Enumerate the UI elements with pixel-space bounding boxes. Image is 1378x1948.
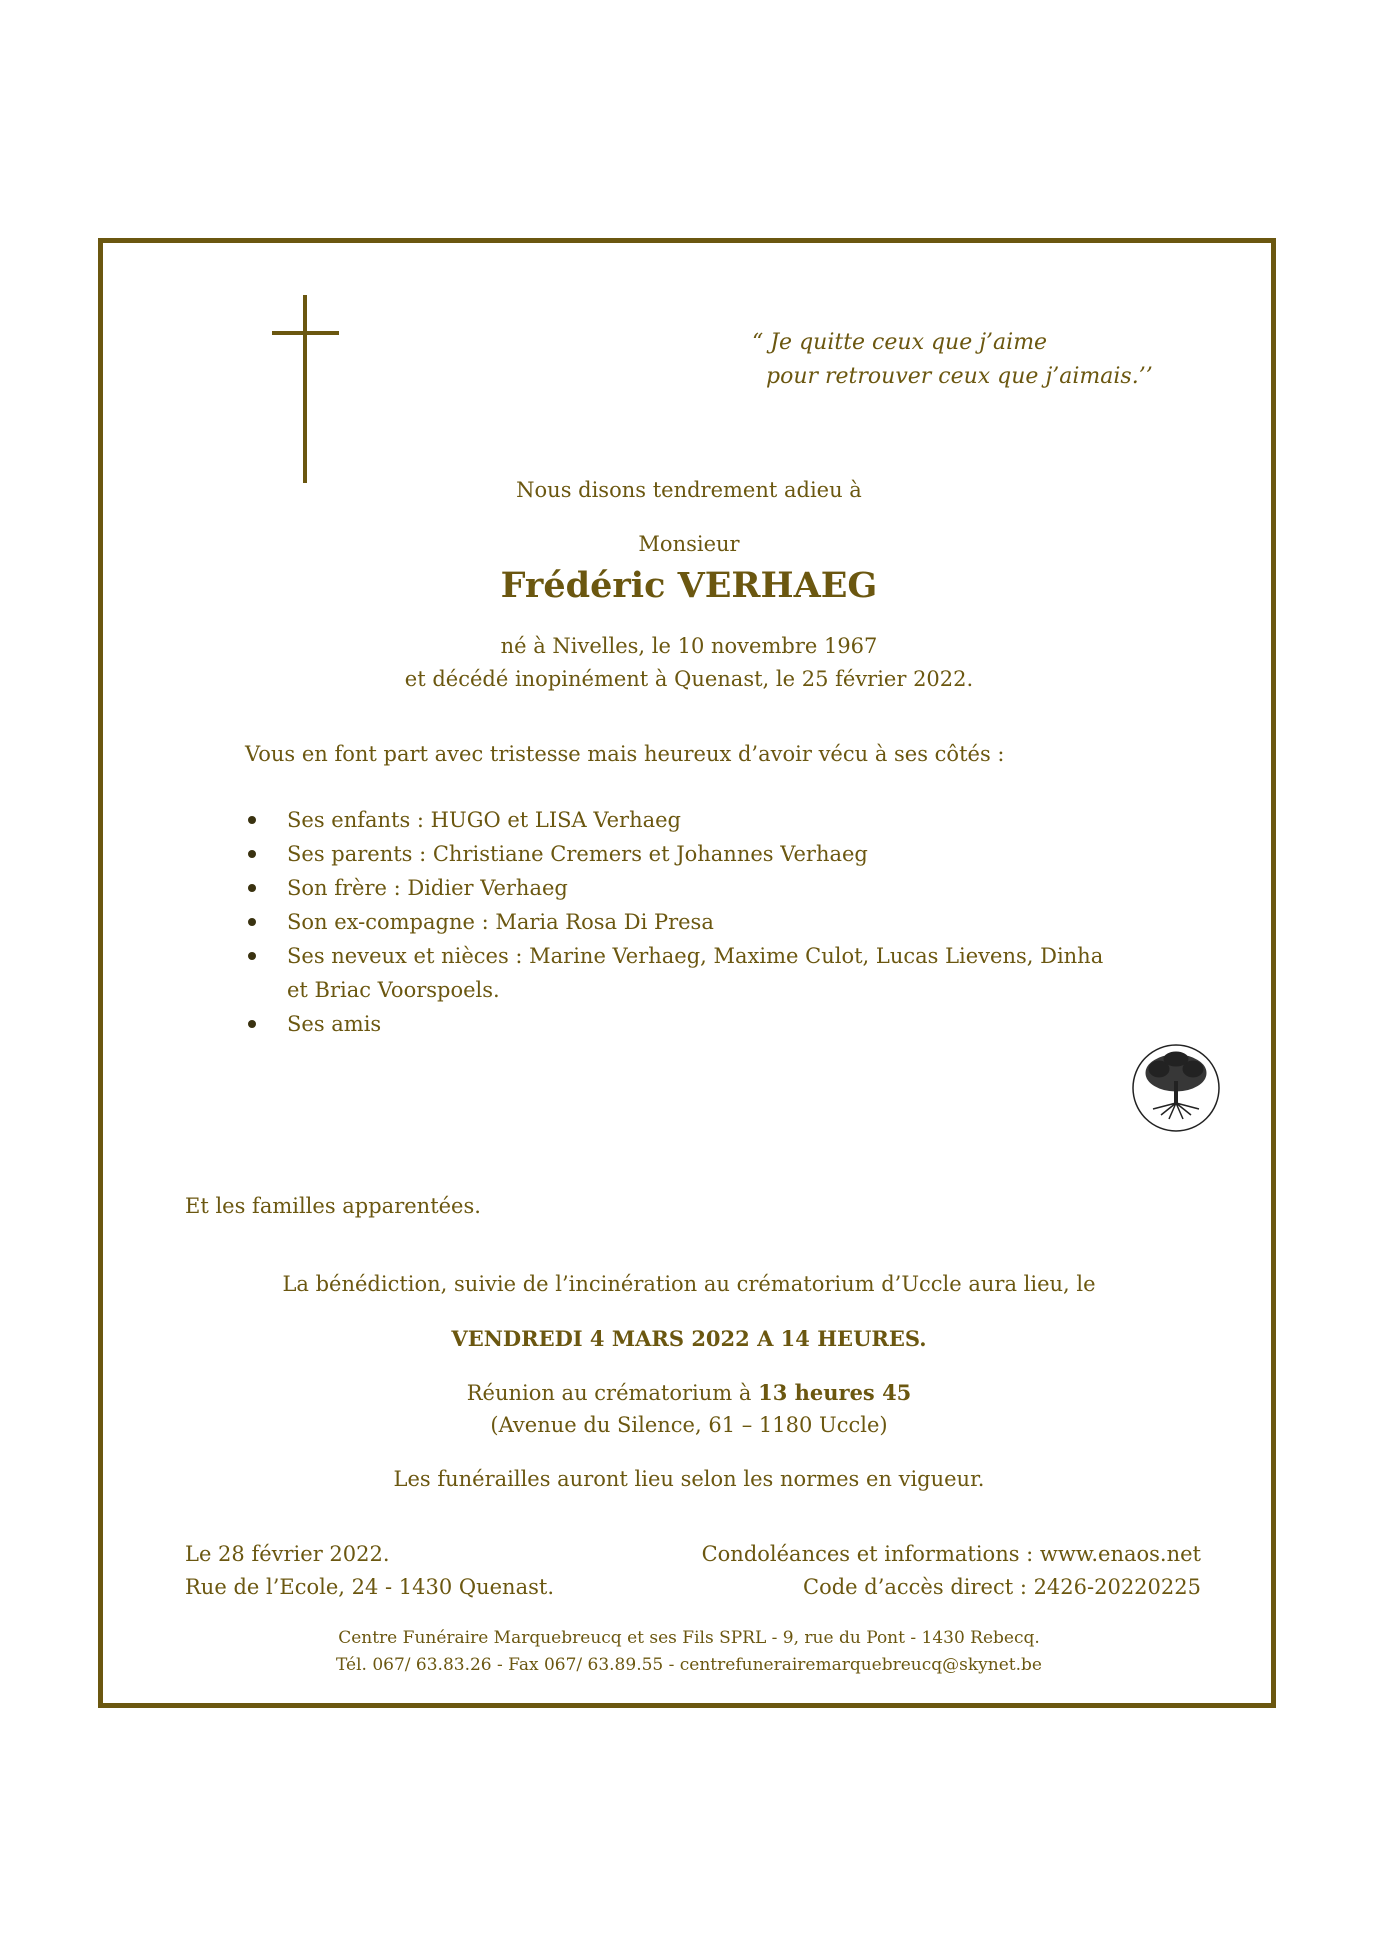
crematorium-address: (Avenue du Silence, 61 – 1180 Uccle) — [490, 1413, 888, 1437]
norms-text: Les funérailles auront lieu selon les normes en vigueur. — [393, 1467, 985, 1491]
announcement-intro: Vous en font part avec tristesse mais heureux d’avoir vécu à ses côtés : — [245, 742, 1005, 766]
reunion-text — [150, 1380, 1228, 1405]
family-list — [245, 803, 1103, 1041]
birth-info: né à Nivelles, le 10 novembre 1967 — [500, 634, 878, 658]
quote-line-1: “ Je quitte ceux que j’aime — [752, 330, 1048, 355]
list-item: Ses parents : Christiane Cremers et Johannes Verhaeg — [245, 837, 1103, 871]
reunion-time: 13 heures 45 — [758, 1380, 912, 1405]
condolences-info: Condoléances et informations : www.enaos.net — [701, 1542, 1201, 1566]
reunion-prefix: Réunion au crématorium à — [466, 1381, 759, 1405]
list-item-continuation: et Briac Voorspoels. — [287, 978, 500, 1002]
honorific: Monsieur — [638, 532, 740, 556]
deceased-name: Frédéric VERHAEG — [500, 565, 878, 606]
family-address: Rue de l’Ecole, 24 - 1430 Quenast. — [185, 1575, 554, 1599]
related-families: Et les familles apparentées. — [185, 1194, 481, 1218]
announcement-date: Le 28 février 2022. — [185, 1542, 390, 1566]
list-item: Ses neveux et nièces : Marine Verhaeg, Maxime Culot, Lucas Lievens, Dinha — [245, 939, 1103, 973]
cross-icon — [303, 295, 307, 483]
death-info: et décédé inopinément à Quenast, le 25 février 2022. — [404, 667, 974, 691]
list-item: Ses amis — [245, 1007, 1103, 1041]
list-item: Ses enfants : HUGO et LISA Verhaeg — [245, 803, 1103, 837]
funeral-home-address: Centre Funéraire Marquebreucq et ses Fils SPRL - 9, rue du Pont - 1430 Rebecq. — [338, 1628, 1040, 1648]
cross-icon-bar — [272, 331, 339, 335]
list-item: Son ex-compagne : Maria Rosa Di Presa — [245, 905, 1103, 939]
epigraph-quote — [752, 326, 1153, 394]
tree-of-life-icon — [1131, 1043, 1221, 1133]
list-item: Son frère : Didier Verhaeg — [245, 871, 1103, 905]
adieu-text: Nous disons tendrement adieu à — [516, 478, 862, 502]
funeral-home-contact: Tél. 067/ 63.83.26 - Fax 067/ 63.89.55 - centrefunerairemarquebreucq@skynet.be — [336, 1655, 1042, 1675]
benediction-text: La bénédiction, suivie de l’incinération au crématorium d’Uccle aura lieu, le — [282, 1272, 1096, 1296]
ceremony-date: VENDREDI 4 MARS 2022 A 14 HEURES. — [451, 1326, 927, 1351]
access-code: Code d’accès direct : 2426-20220225 — [803, 1575, 1201, 1599]
quote-line-2: pour retrouver ceux que j’aimais.’’ — [766, 364, 1153, 389]
